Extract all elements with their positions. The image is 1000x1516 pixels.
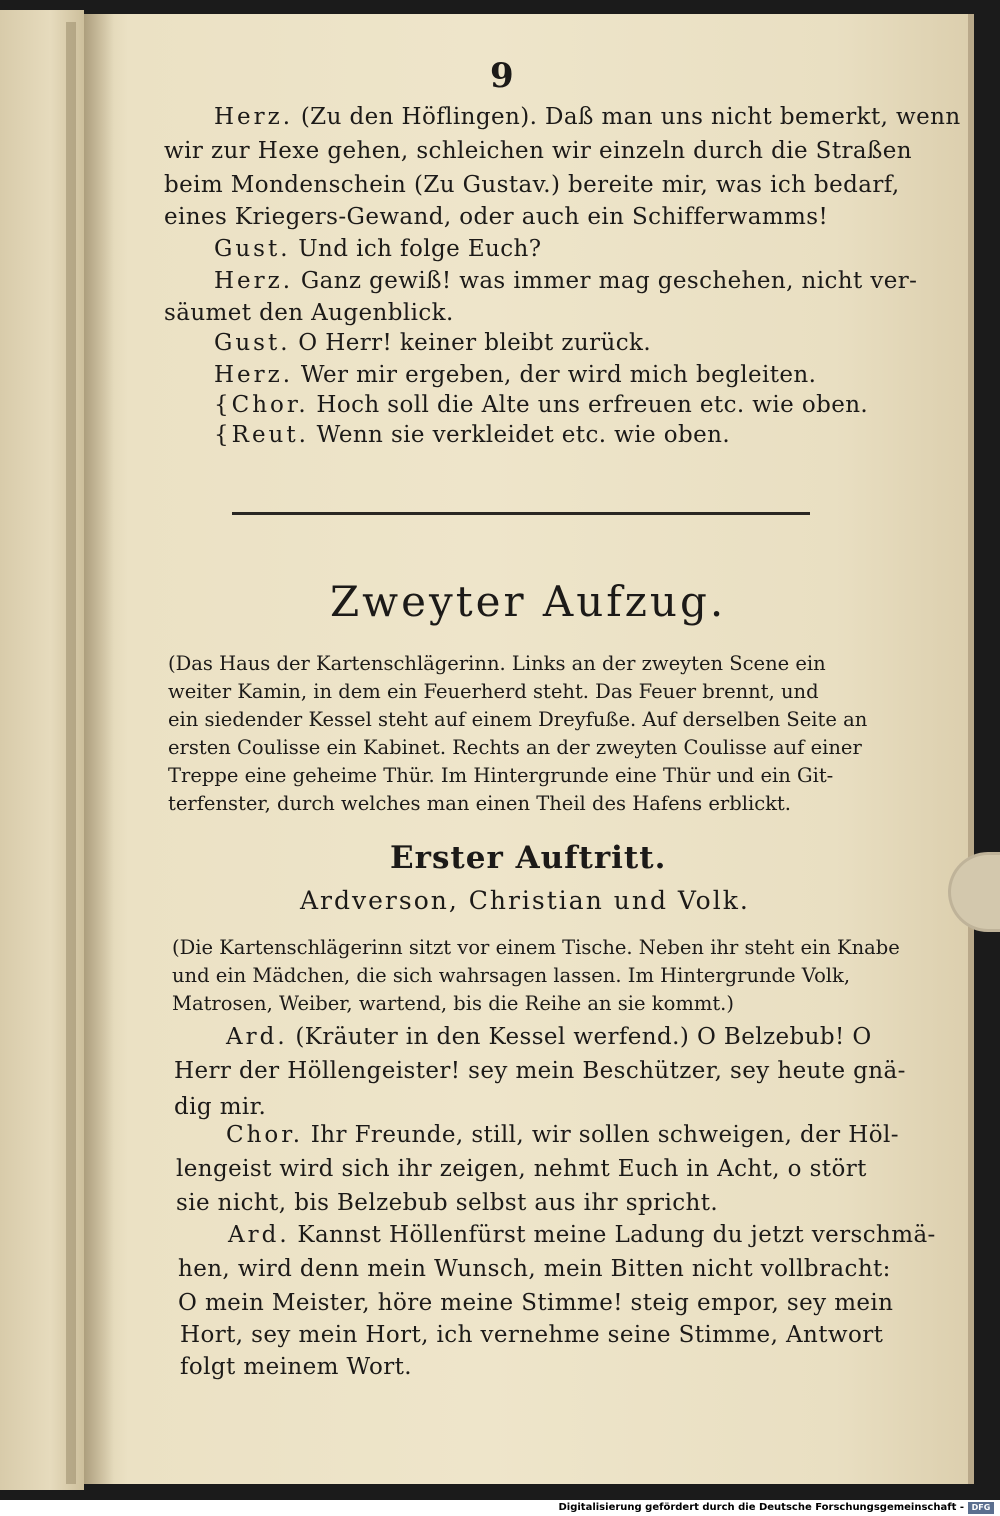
dialogue-text: lengeist wird sich ihr zeigen, nehmt Euch in Acht, o stört (176, 1156, 867, 1182)
dialogue-line (214, 236, 541, 262)
book-spine-shadow (66, 22, 76, 1484)
speaker-name: {Reut. (214, 422, 309, 448)
act-title: Zweyter Aufzug. (330, 577, 727, 626)
dialogue-text: Kannst Höllenfürst meine Ladung du jetzt verschmä- (297, 1222, 936, 1248)
dialogue-text: sie nicht, bis Belzebub selbst aus ihr spricht. (176, 1190, 719, 1216)
stage-direction-line: terfenster, durch welches man einen Theil des Hafens erblickt. (168, 792, 791, 815)
dialogue-text: eines Kriegers-Gewand, oder auch ein Schifferwamms! (164, 204, 829, 230)
dialogue-line (174, 1058, 906, 1084)
stage-direction-line: ein siedender Kessel steht auf einem Dreyfuße. Auf derselben Seite an (168, 708, 868, 731)
dialogue-text: Herr der Höllengeister! sey mein Beschützer, sey heute gnä- (174, 1058, 906, 1084)
speaker-name: Ard. (228, 1222, 290, 1248)
dialogue-line (176, 1156, 867, 1182)
speaker-name: Herz. (214, 104, 294, 130)
cast-list: Ardverson, Christian und Volk. (300, 886, 750, 915)
speaker-name: Ard. (226, 1024, 288, 1050)
funding-credit: Digitalisierung gefördert durch die Deutsche Forschungsgemeinschaft - (558, 1502, 964, 1513)
dialogue-text: Ganz gewiß! was immer mag geschehen, nicht ver- (300, 268, 918, 294)
dialogue-line (164, 172, 900, 198)
dialogue-line (176, 1190, 718, 1216)
stage-direction-line: (Das Haus der Kartenschlägerinn. Links an der zweyten Scene ein (168, 652, 826, 675)
dialogue-text: beim Mondenschein (Zu Gustav.) bereite mir, was ich bedarf, (164, 172, 900, 198)
dialogue-text: Und ich folge Euch? (298, 236, 542, 262)
gutter-shadow (84, 14, 114, 1484)
scene-direction-line: und ein Mädchen, die sich wahrsagen lassen. Im Hintergrunde Volk, (172, 964, 851, 987)
scene-direction-line: (Die Kartenschlägerinn sitzt vor einem Tische. Neben ihr steht ein Knabe (172, 936, 900, 959)
speaker-name: Gust. (214, 236, 291, 262)
dialogue-text: O Herr! keiner bleibt zurück. (298, 330, 652, 356)
dfg-logo: DFG (968, 1502, 994, 1514)
dialogue-line (214, 392, 868, 418)
dialogue-text: Wenn sie verkleidet etc. wie oben. (316, 422, 731, 448)
dialogue-line (164, 138, 912, 164)
dialogue-text: Ihr Freunde, still, wir sollen schweigen, der Höl- (310, 1122, 899, 1148)
dialogue-text: säumet den Augenblick. (164, 300, 454, 326)
speaker-name: Herz. (214, 362, 294, 388)
dialogue-line (226, 1122, 899, 1148)
scene-direction-line: Matrosen, Weiber, wartend, bis die Reihe an sie kommt.) (172, 992, 734, 1015)
dialogue-line (228, 1222, 936, 1248)
footer-bar (0, 1500, 1000, 1516)
dialogue-line (164, 204, 828, 230)
dialogue-text: Wer mir ergeben, der wird mich begleiten. (300, 362, 817, 388)
stage-direction-line: Treppe eine geheime Thür. Im Hintergrunde eine Thür und ein Git- (168, 764, 834, 787)
dialogue-text: (Kräuter in den Kessel werfend.) O Belzebub! O (295, 1024, 872, 1050)
speaker-name: {Chor. (214, 392, 309, 418)
dialogue-line (214, 104, 961, 130)
section-divider (232, 512, 810, 515)
dialogue-text: Hort, sey mein Hort, ich vernehme seine Stimme, Antwort (180, 1322, 884, 1348)
dialogue-line (174, 1094, 266, 1120)
dialogue-text: Hoch soll die Alte uns erfreuen etc. wie oben. (316, 392, 869, 418)
dialogue-text: hen, wird denn mein Wunsch, mein Bitten nicht vollbracht: (178, 1256, 891, 1282)
speaker-name: Herz. (214, 268, 294, 294)
dialogue-text: folgt meinem Wort. (180, 1354, 412, 1380)
stage-direction-line: weiter Kamin, in dem ein Feuerherd steht. Das Feuer brennt, und (168, 680, 819, 703)
dialogue-text: dig mir. (174, 1094, 267, 1120)
dialogue-line (214, 362, 816, 388)
dialogue-line (178, 1290, 893, 1316)
dialogue-line (226, 1024, 872, 1050)
dialogue-line (180, 1322, 883, 1348)
dialogue-text: (Zu den Höflingen). Daß man uns nicht bemerkt, wenn (300, 104, 961, 130)
dialogue-line (214, 330, 651, 356)
dialogue-text: O mein Meister, höre meine Stimme! steig empor, sey mein (178, 1290, 894, 1316)
speaker-name: Gust. (214, 330, 291, 356)
dialogue-line (180, 1354, 412, 1380)
stage-direction-line: ersten Coulisse ein Kabinet. Rechts an der zweyten Coulisse auf einer (168, 736, 862, 759)
dialogue-line (214, 422, 730, 448)
dialogue-line (164, 300, 454, 326)
dialogue-line (214, 268, 917, 294)
scene-title: Erster Auftritt. (390, 840, 667, 876)
speaker-name: Chor. (226, 1122, 304, 1148)
dialogue-line (178, 1256, 891, 1282)
dialogue-text: wir zur Hexe gehen, schleichen wir einzeln durch die Straßen (164, 138, 912, 164)
page-number: 9 (490, 56, 514, 96)
